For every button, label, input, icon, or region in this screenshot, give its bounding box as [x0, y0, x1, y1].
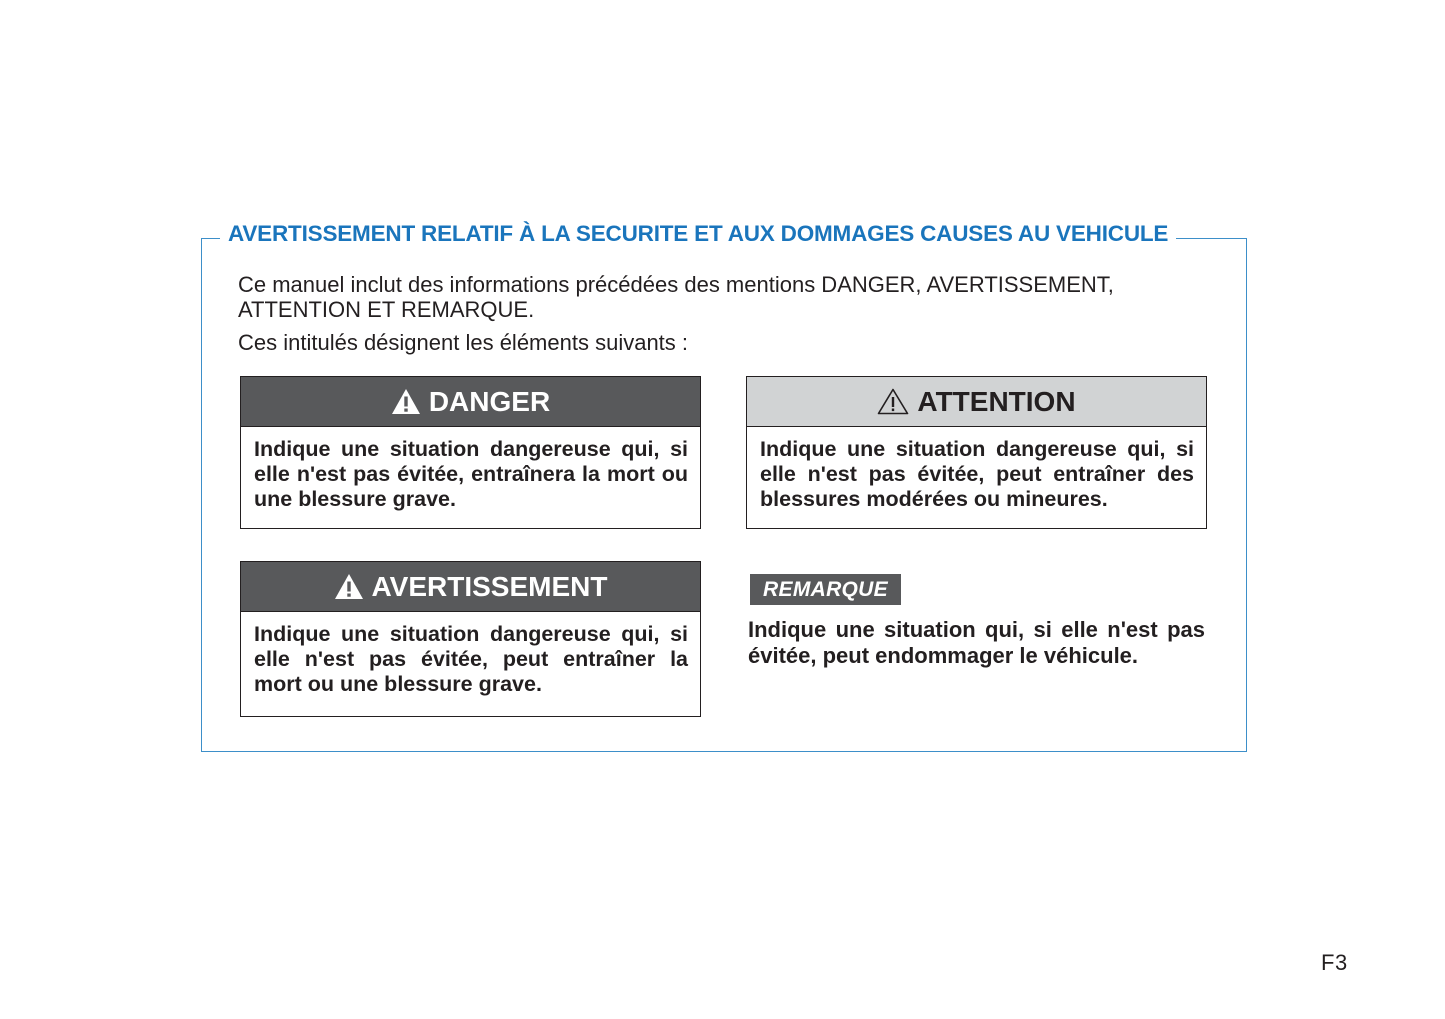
- page-number: F3: [1321, 950, 1348, 975]
- attention-header: [747, 377, 1206, 427]
- warning-box: [240, 561, 701, 717]
- note-text: Indique une situation qui, si elle n'est pas évitée, peut endommager le véhicule.: [748, 617, 1205, 668]
- warning-triangle-filled-icon: [391, 388, 421, 415]
- warning-triangle-outline-icon: [877, 388, 909, 415]
- danger-text: Indique une situation dangereuse qui, si elle n'est pas évitée, entraînera la mort ou une blessure grave.: [254, 437, 688, 511]
- attention-text: Indique une situation dangereuse qui, si elle n'est pas évitée, peut entraîner des blessures modérées ou mineures.: [760, 437, 1194, 511]
- danger-header: [241, 377, 700, 427]
- warning-text: Indique une situation dangereuse qui, si elle n'est pas évitée, peut entraîner la mort ou une blessure grave.: [254, 622, 688, 696]
- warning-triangle-filled-icon: [334, 573, 364, 600]
- danger-box: [240, 376, 701, 529]
- attention-label: ATTENTION: [917, 385, 1076, 417]
- intro-lead: Ces intitulés désignent les éléments suivants :: [238, 330, 689, 355]
- note-badge: REMARQUE: [750, 574, 901, 605]
- intro-paragraph: Ce manuel inclut des informations précédées des mentions DANGER, AVERTISSEMENT, ATTENTION ET REMARQUE.: [238, 272, 1114, 322]
- attention-box: [746, 376, 1207, 529]
- warning-header: [241, 562, 700, 612]
- section-title: AVERTISSEMENT RELATIF À LA SECURITE ET AUX DOMMAGES CAUSES AU VEHICULE: [220, 219, 1176, 249]
- warning-label: AVERTISSEMENT: [371, 570, 608, 602]
- danger-label: DANGER: [428, 385, 551, 417]
